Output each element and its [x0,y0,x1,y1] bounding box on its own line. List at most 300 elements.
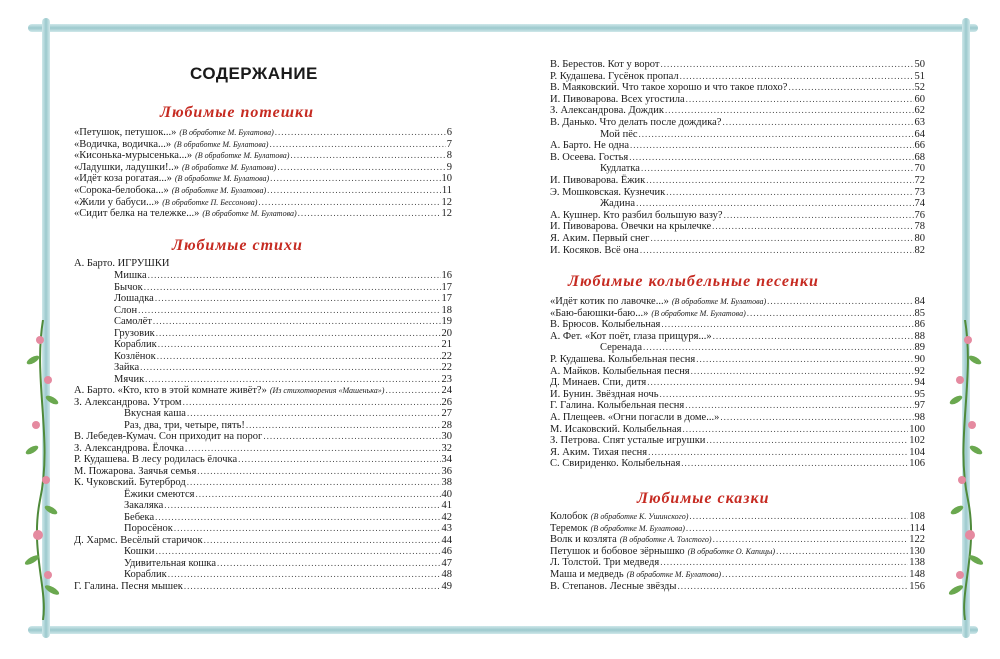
toc-entry-page: 88 [914,330,925,342]
toc-entry [550,117,925,128]
toc-entry-page: 92 [914,365,925,377]
toc-entry [114,305,452,316]
toc-entry-page: 17 [441,281,452,293]
toc-entry [124,512,452,523]
leader-dots [155,512,440,523]
toc-entry [124,500,452,511]
toc-entry [114,328,452,339]
toc-entry-title: А. Фет. «Кот поёт, глаза прищуря...» [550,330,712,342]
toc-entry [114,270,452,281]
toc-entry-page: 78 [914,221,925,233]
leader-dots [640,245,914,256]
toc-entry [74,454,452,465]
leader-dots [275,127,446,138]
toc-entry-title: Лошадка [114,293,154,304]
toc-entry [550,447,925,458]
toc-entry-page: 36 [441,465,452,477]
toc-entry-page: 6 [446,127,452,138]
toc-entry-title: «Баю-баюшки-баю...» [550,307,649,319]
leader-dots [290,150,445,161]
toc-entry-page: 122 [909,534,925,546]
leader-dots [689,511,908,522]
toc-entry-title: Р. Кудашева. Гусёнок пропал [550,70,679,82]
toc-entry [114,293,452,304]
toc-entry [600,198,925,209]
frame-bottom-border [28,626,978,634]
leader-dots [277,162,445,173]
toc-entry [550,569,925,580]
toc-entry-source: (В обработке М. Булатова) [174,174,270,184]
toc-entry [124,558,452,569]
toc-entry-page: 48 [441,569,452,580]
leader-dots [158,339,441,350]
toc-entry-page: 17 [441,293,452,304]
toc-entry [550,59,925,70]
toc-entry-title: «Кисонька-мурысенька...» [74,150,193,162]
toc-entry-source: (В обработке М. Булатова) [174,139,269,149]
toc-entry-page: 100 [909,423,925,435]
leader-dots [724,210,914,221]
toc-entry-title: В. Степанов. Лесные звёзды [550,580,677,592]
toc-entry-page: 12 [441,196,452,208]
leader-dots [646,175,913,186]
toc-entry-title: «Ладушки, ладушки!..» [74,161,179,173]
toc-entry-title: И. Пивоварова. Всех угостила [550,93,685,105]
toc-entry-title: З. Александрова. Ёлочка [74,442,184,454]
leader-dots [196,489,441,500]
toc-entry-page: 49 [441,580,452,592]
toc-entry-title: И. Бунин. Звёздная ночь [550,388,659,400]
toc-entry [600,163,925,174]
toc-entry-title: Я. Аким. Первый снег [550,233,650,244]
toc-entry [74,581,452,592]
toc-entry-page: 130 [909,545,925,557]
leader-dots [776,546,908,557]
leader-dots [267,185,441,196]
toc-entry [74,139,452,150]
toc-entry-page: 43 [441,523,452,534]
toc-entry-page: 90 [914,354,925,365]
toc-entry-title: А. Барто. Не одна [550,140,630,152]
toc-entry [74,162,452,173]
toc-entry-title: Поросёнок [124,523,173,534]
toc-entry-source: (В обработке П. Бессонова) [162,197,258,207]
toc-entry-page: 26 [441,396,452,408]
toc-entry [550,140,925,151]
toc-entry-page: 66 [914,140,925,152]
leader-dots [647,377,913,388]
toc-entry-page: 148 [909,569,925,580]
toc-entry [550,511,925,522]
leader-dots [643,342,914,353]
toc-entry-page: 94 [914,377,925,389]
leader-dots [298,208,441,219]
toc-entry-title: Петушок и бобовое зёрнышко [550,545,685,557]
section-title-kolybelnye: Любимые колыбельные песенки [568,273,819,290]
toc-entry-page: 156 [909,580,925,592]
toc-entry [114,282,452,293]
leader-dots [157,351,441,362]
toc-entry-page: 41 [441,500,452,511]
toc-entry [550,94,925,105]
toc-entry-title: Г. Галина. Песня мышек [74,580,183,592]
toc-entry [550,377,925,388]
toc-entry-page: 82 [914,244,925,256]
leader-dots [691,366,914,377]
toc-entry-title: А. Майков. Колыбельная песня [550,365,690,377]
leader-dots [629,152,913,163]
leader-dots [155,293,441,304]
toc-entry-page: 70 [914,163,925,175]
toc-entry-page: 63 [914,117,925,128]
toc-entry [124,546,452,557]
toc-entry-page: 72 [914,175,925,186]
toc-entry-title: М. Исаковский. Колыбельная [550,423,682,435]
toc-entry-title: «Сорока-белобока...» [74,185,169,196]
toc-entry-title: «Сидит белка на тележке...» [74,208,200,220]
toc-entry [550,152,925,163]
leader-dots [183,397,441,408]
toc-entry [74,385,452,396]
leader-dots [660,59,913,70]
toc-entry-title: Грузовик [114,327,155,339]
toc-entry-page: 97 [914,400,925,412]
toc-entry [74,466,452,477]
page-title: СОДЕРЖАНИЕ [190,64,318,83]
toc-entry-title: И. Пивоварова. Ёжик [550,175,646,186]
toc-entry-page: 84 [914,296,925,307]
toc-entry-title: «Идёт коза рогатая...» [74,173,172,185]
toc-entry-page: 9 [446,161,452,173]
toc-entry [550,187,925,198]
toc-entry-page: 86 [914,319,925,331]
toc-entry-source: (Из стихотворения «Машенька») [269,386,385,395]
toc-entry-title: Теремок [550,522,588,534]
toc-entry-source: (В обработке М. Булатова) [202,209,297,219]
leader-dots [767,296,913,307]
toc-entry [74,208,452,219]
toc-entry-title: Жадина [600,198,636,210]
toc-entry [550,412,925,423]
leader-dots [788,82,913,93]
toc-entry-title: Слон [114,304,138,316]
leader-dots [164,500,440,511]
toc-entry-page: 16 [441,270,452,281]
leader-dots [685,400,913,411]
toc-entry-page: 106 [909,458,925,470]
toc-entry [550,71,925,82]
toc-entry-page: 38 [441,477,452,488]
toc-entry-page: 11 [441,185,452,196]
toc-entry-title: Вкусная каша [124,408,186,419]
section-title-stikhi: Любимые стихи [172,237,303,254]
toc-entry [74,197,452,208]
toc-entry [124,569,452,580]
leader-dots [269,139,445,150]
leader-dots [639,129,914,140]
toc-entry [550,389,925,400]
section-title-skazki: Любимые сказки [637,490,770,507]
toc-entry [550,245,925,256]
toc-entry-title: Р. Кудашева. Колыбельная песня [550,354,696,365]
toc-entry-page: 20 [441,327,452,339]
toc-entry-title: В. Брюсов. Колыбельная [550,319,661,331]
leader-dots [722,569,908,580]
toc-entry-source: (В обработке М. Булатова) [671,297,767,306]
toc-entry [600,342,925,353]
leader-dots [148,270,441,281]
leader-dots [660,389,914,400]
toc-entry-title: Д. Минаев. Спи, дитя [550,377,647,389]
leader-dots [686,94,914,105]
toc-entry-title: З. Александрова. Утром [74,396,182,408]
toc-entry [550,435,925,446]
leader-dots [706,435,908,446]
toc-entry-title: Маша и медведь [550,569,624,580]
leader-dots [630,140,913,151]
toc-entry [74,431,452,442]
toc-entry-title: К. Чуковский. Бутерброд [74,477,186,488]
toc-entry-page: 44 [441,534,452,546]
leader-dots [145,374,440,385]
toc-entry-title: В. Осеева. Гостья [550,151,629,163]
toc-entry-page: 68 [914,151,925,163]
toc-entry-page: 102 [909,435,925,447]
toc-entry-page: 138 [909,557,925,569]
leader-dots [720,412,913,423]
toc-entry [74,150,452,161]
toc-entry [550,366,925,377]
toc-entry [124,420,452,431]
toc-entry [550,331,925,342]
toc-entry-page: 27 [441,408,452,419]
leader-dots [648,447,908,458]
toc-entry [74,127,452,138]
toc-entry-source: (В обработке М. Булатова) [181,162,277,172]
toc-entry [550,319,925,330]
toc-entry-title: Закаляка [124,500,164,511]
leader-dots [238,454,440,465]
leader-dots [185,443,441,454]
toc-entry-page: 60 [914,93,925,105]
leader-dots [680,71,914,82]
toc-entry [114,339,452,350]
toc-entry-page: 104 [909,446,925,458]
toc-entry-source: (В обработке М. Булатова) [195,151,290,161]
toc-entry-page: 62 [914,105,925,117]
leader-dots [246,420,441,431]
toc-entry-title: «Идёт котик по лавочке...» [550,296,669,307]
leader-dots [144,282,441,293]
toc-entry-title: Мишка [114,270,147,281]
left-flower-vine [18,320,68,620]
toc-entry-page: 47 [441,557,452,569]
leader-dots [204,535,441,546]
toc-entry-source: (В обработке К. Ушинского) [590,512,689,521]
leader-dots [665,105,914,116]
toc-entry-page: 73 [914,186,925,198]
toc-entry-page: 98 [914,412,925,423]
leader-dots [686,523,909,534]
toc-entry [550,546,925,557]
toc-entry-title: Ёжики смеются [124,488,195,500]
toc-entry-title: А. Барто. «Кто, кто в этой комнате живёт?» [74,385,267,396]
leader-dots [187,477,441,488]
toc-entry [74,397,452,408]
toc-entry [114,316,452,327]
toc-entry-page: 22 [441,350,452,362]
toc-entry-source: (В обработке М. Булатова) [651,308,746,318]
toc-entry-page: 42 [441,511,452,523]
toc-entry-page: 50 [914,59,925,70]
toc-entry [550,458,925,469]
toc-entry-title: В. Лебедев-Кумач. Сон приходит на порог [74,431,263,442]
leader-dots [641,163,914,174]
toc-entry-title: Э. Мошковская. Кузнечик [550,186,666,198]
toc-entry [74,443,452,454]
toc-entry-title: И. Косяков. Всё она [550,244,639,256]
toc-entry-source: (В обработке М. Булатова) [626,570,721,579]
toc-entry [550,534,925,545]
toc-entry-page: 85 [914,307,925,319]
toc-entry-title: Кудлатка [600,163,640,175]
leader-dots [174,523,441,534]
toc-entry-page: 80 [914,233,925,244]
leader-dots [661,319,913,330]
frame-top-border [28,24,978,32]
toc-entry [124,523,452,534]
leader-dots [696,354,913,365]
toc-entry-page: 7 [446,138,452,150]
toc-entry [550,210,925,221]
toc-entry-source: (В обработке М. Булатова) [179,128,274,137]
toc-entry-title: Бебека [124,511,155,523]
toc-entry-title: Я. Аким. Тихая песня [550,446,648,458]
toc-entry-title: Колобок [550,511,588,522]
toc-entry-page: 21 [441,339,452,350]
toc-entry-title: Л. Толстой. Три медведя [550,557,660,569]
leader-dots [747,308,914,319]
leader-dots [168,569,441,580]
toc-entry [550,221,925,232]
toc-entry-page: 34 [441,454,452,465]
toc-entry-page: 23 [441,373,452,385]
toc-entry-title: Раз, два, три, четыре, пять! [124,419,245,431]
toc-entry-title: В. Маяковский. Что такое хорошо и что такое плохо? [550,82,788,94]
toc-entry-page: 24 [441,385,452,396]
toc-entry-page: 10 [441,173,452,185]
toc-entry-page: 30 [441,431,452,442]
toc-entry [74,173,452,184]
toc-entry-page: 18 [441,304,452,316]
toc-entry-page: 22 [441,362,452,373]
leader-dots [184,581,441,592]
toc-entry [550,175,925,186]
toc-entry-title: Серенада [600,342,642,354]
leader-dots [156,546,441,557]
toc-entry-title: Волк и козлята [550,534,617,546]
toc-entry [74,185,452,196]
toc-entry-title: И. Пивоварова. Овечки на крылечке [550,221,712,233]
leader-dots [722,117,913,128]
toc-entry-source: (В обработке О. Капицы) [687,546,776,556]
toc-entry [124,489,452,500]
toc-entry-title: Р. Кудашева. В лесу родилась ёлочка [74,454,238,465]
toc-entry-page: 89 [914,342,925,354]
toc-entry-page: 28 [441,419,452,431]
toc-entry [550,400,925,411]
toc-entry-title: Зайка [114,362,140,373]
toc-entry-page: 74 [914,198,925,210]
toc-entry-title: В. Берестов. Кот у ворот [550,59,660,70]
toc-entry-source: (В обработке А. Толстого) [619,535,712,545]
toc-entry-title: «Водичка, водичка...» [74,138,172,150]
toc-entry-title: Кораблик [114,339,157,350]
toc-entry-page: 52 [914,82,925,94]
toc-entry-page: 8 [446,150,452,162]
toc-entry-title: М. Пожарова. Заячья семья [74,465,197,477]
toc-entry [600,129,925,140]
leader-dots [385,385,440,396]
toc-entry-source: (В обработке М. Булатова) [171,186,267,195]
toc-entry-title: Д. Хармс. Весёлый старичок [74,534,203,546]
toc-entry [74,535,452,546]
toc-entry-title: Кошки [124,546,155,557]
toc-entry [114,362,452,373]
toc-entry-page: 46 [441,546,452,557]
toc-entry [114,351,452,362]
toc-entry-title: В. Данько. Что делать после дождика? [550,117,722,128]
leader-dots [660,557,908,568]
toc-entry-title: А. Плещеев. «Огни погасли в доме...» [550,412,720,423]
toc-entry-title: Мячик [114,373,145,385]
leader-dots [270,173,440,184]
toc-entry [550,233,925,244]
toc-entry-page: 114 [909,522,925,534]
toc-entry-title: С. Свириденко. Колыбельная [550,458,681,470]
toc-entry-page: 76 [914,209,925,221]
barto-toys-header: А. Барто. ИГРУШКИ [74,258,170,269]
toc-entry-title: Удивительная кошка [124,557,217,569]
toc-entry [124,408,452,419]
leader-dots [140,362,440,373]
leader-dots [138,305,440,316]
leader-dots [713,331,914,342]
toc-entry-title: «Петушок, петушок...» [74,127,177,138]
toc-entry [74,477,452,488]
toc-entry-page: 32 [441,442,452,454]
leader-dots [677,581,908,592]
toc-entry [550,424,925,435]
leader-dots [713,534,909,545]
leader-dots [666,187,913,198]
toc-entry-title: «Жили у бабуси...» [74,196,160,208]
toc-entry-page: 64 [914,128,925,140]
leader-dots [636,198,913,209]
toc-entry-title: Козлёнок [114,350,156,362]
toc-entry [550,581,925,592]
toc-entry [550,354,925,365]
leader-dots [187,408,441,419]
toc-entry-title: А. Кушнер. Кто разбил большую вазу? [550,209,723,221]
section-title-poteshki: Любимые потешки [160,104,315,121]
toc-entry-title: З. Александрова. Дождик [550,105,664,117]
leader-dots [682,424,908,435]
toc-entry [550,523,925,534]
toc-entry-title: Самолёт [114,316,152,327]
leader-dots [263,431,440,442]
toc-entry-title: Мой пёс [600,128,638,140]
